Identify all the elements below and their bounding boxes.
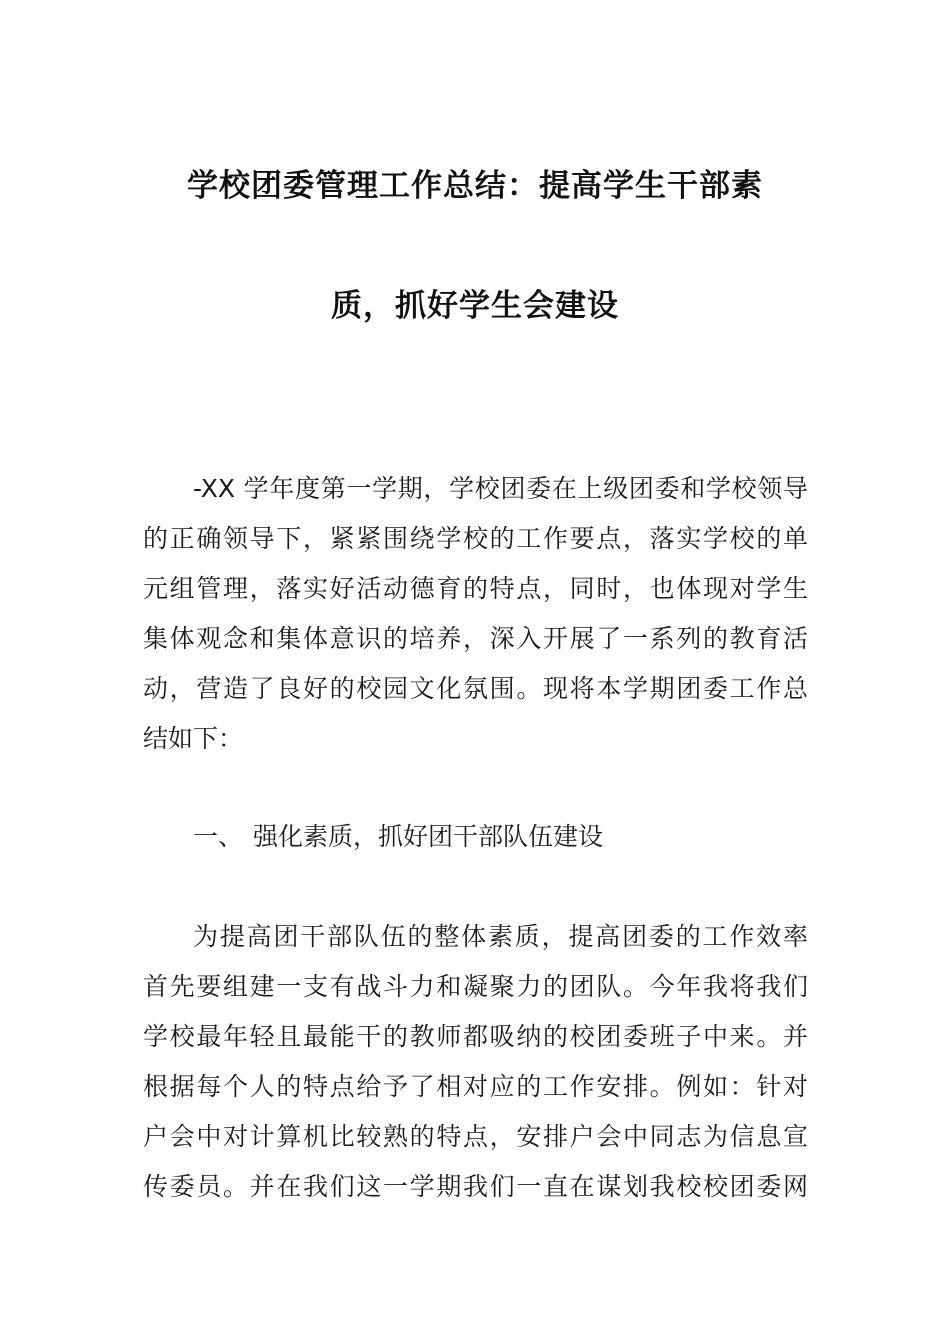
section-1-heading — [193, 820, 603, 854]
intro-paragraph-line: 动，营造了良好的校园文化氛围。现将本学期团委工作总 — [143, 674, 808, 703]
document-title-line-1: 学校团委管理工作总结：提高学生干部素 — [187, 168, 763, 204]
section-1-paragraph-line: 根据每个人的特点给予了相对应的工作安排。例如：针对 — [143, 1072, 808, 1101]
section-1-paragraph-line: 户会中对计算机比较熟的特点，安排户会中同志为信息宣 — [143, 1122, 808, 1151]
section-1-paragraph-line: 为提高团干部队伍的整体素质，提高团委的工作效率 — [193, 922, 808, 951]
intro-paragraph-line: 的正确领导下，紧紧围绕学校的工作要点，落实学校的单 — [143, 524, 808, 553]
section-1-number: 一、 — [193, 822, 244, 851]
section-1-paragraph-line: 首先要组建一支有战斗力和凝聚力的团队。今年我将我们 — [143, 972, 808, 1001]
intro-paragraph-line: 结如下： — [143, 724, 244, 753]
document-title-line-2: 质，抓好学生会建设 — [331, 288, 619, 324]
intro-paragraph-line: 集体观念和集体意识的培养，深入开展了一系列的教育活 — [143, 624, 808, 653]
intro-paragraph-line: -XX 学年度第一学期，学校团委在上级团委和学校领导 — [193, 474, 808, 503]
section-1-paragraph-line: 传委员。并在我们这一学期我们一直在谋划我校校团委网 — [143, 1172, 808, 1201]
intro-paragraph-line: 元组管理，落实好活动德育的特点，同时，也体现对学生 — [143, 574, 808, 603]
section-1-paragraph-line: 学校最年轻且最能干的教师都吸纳的校团委班子中来。并 — [143, 1022, 808, 1051]
section-1-heading-text: 强化素质，抓好团干部队伍建设 — [253, 822, 604, 851]
